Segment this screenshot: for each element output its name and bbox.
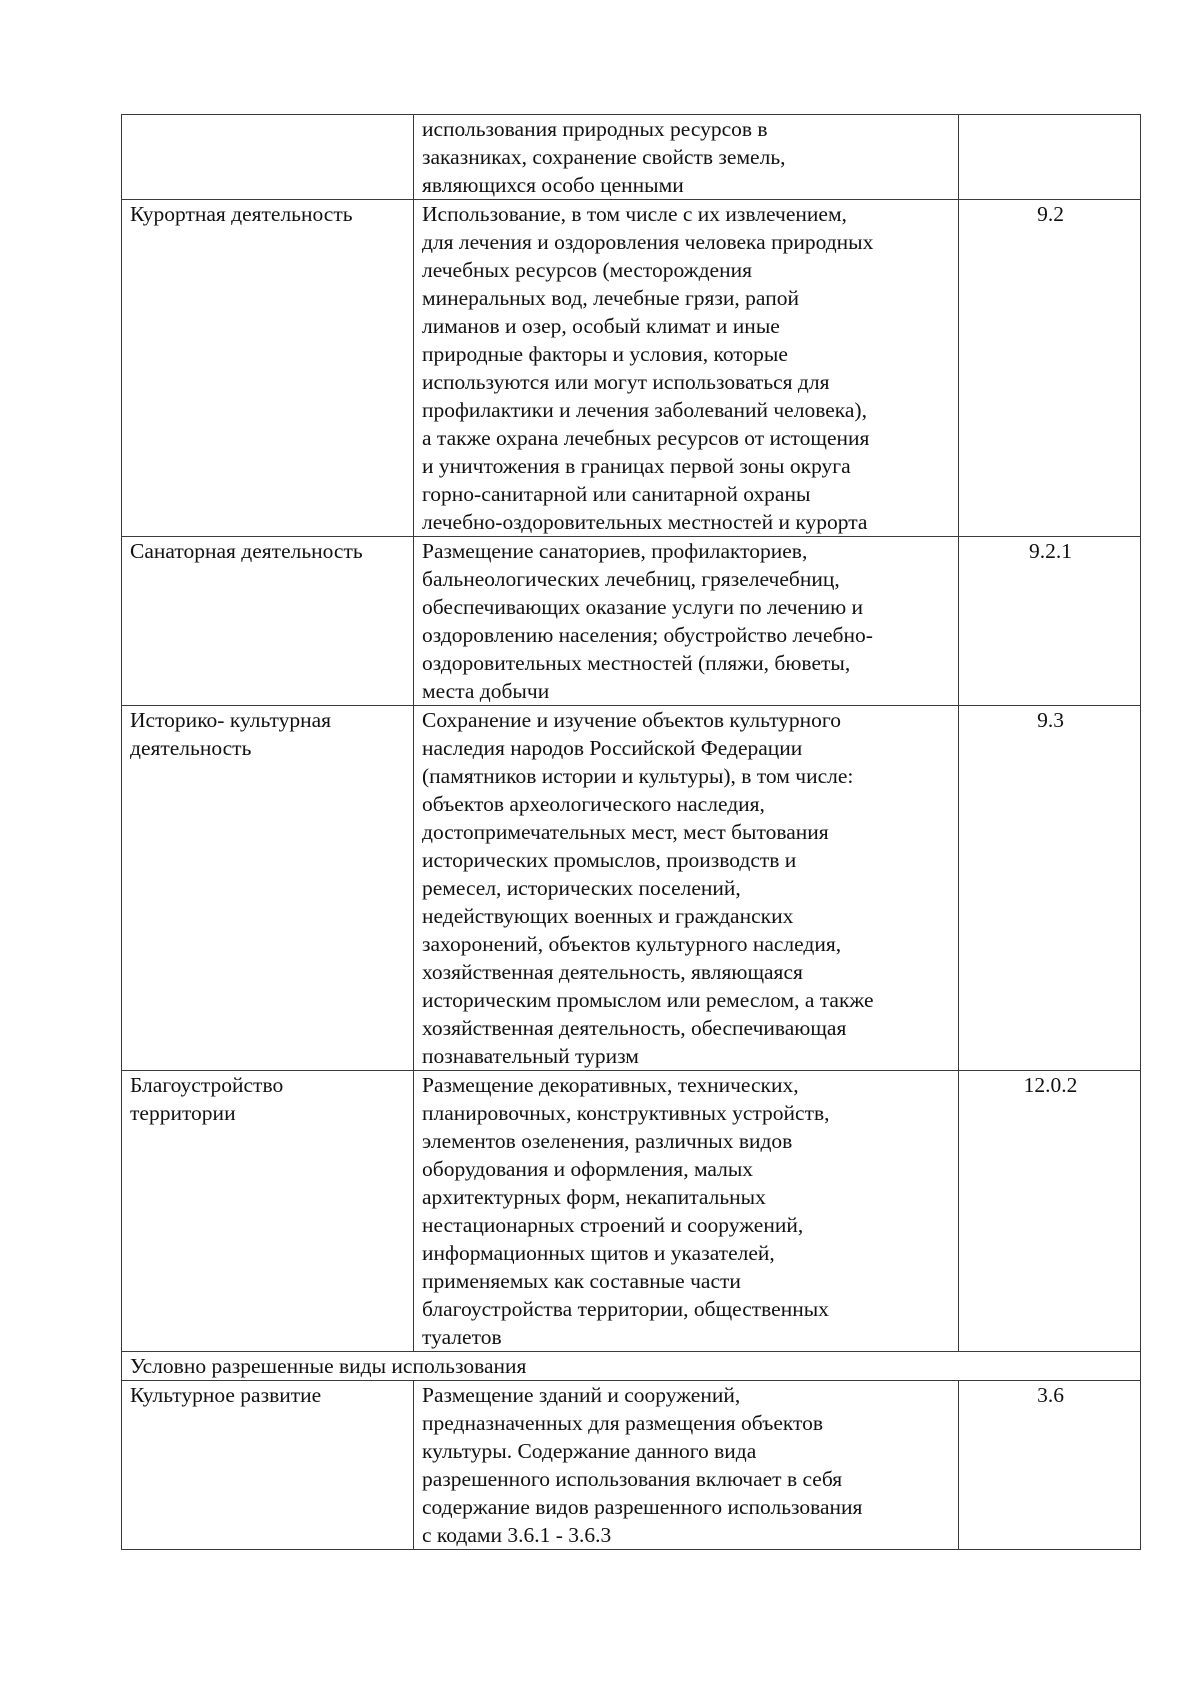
section-header: Условно разрешенные виды использования: [122, 1352, 1141, 1381]
use-description-cell: использования природных ресурсов в заказниках, сохранение свойств земель, являющихся особо ценными: [414, 115, 959, 200]
table-row: [122, 1381, 1141, 1550]
table-row: [122, 200, 1141, 537]
use-code-cell: 9.2: [959, 200, 1141, 537]
use-code-cell: 9.3: [959, 706, 1141, 1071]
use-code-cell: 9.2.1: [959, 537, 1141, 706]
use-description-cell: Использование, в том числе с их извлечением, для лечения и оздоровления человека природных лечебных ресурсов (месторождения минеральных вод, лечебные грязи, рапой лиманов и озер, особый климат и иные природные факторы и условия, которые используются или могут использоваться для профилактики и лечения заболеваний человека), а также охрана лечебных ресурсов от истощения и уничтожения в границах первой зоны округа горно-санитарной или санитарной охраны лечебно-оздоровительных местностей и курорта: [414, 200, 959, 537]
use-description-cell: Размещение декоративных, технических, планировочных, конструктивных устройств, элементов озеленения, различных видов оборудования и оформления, малых архитектурных форм, некапитальных нестационарных строений и сооружений, информационных щитов и указателей, применяемых как составные части благоустройства территории, общественных туалетов: [414, 1071, 959, 1352]
use-code-cell: [959, 115, 1141, 200]
land-use-table: [121, 114, 1141, 1550]
use-name-cell: Санаторная деятельность: [122, 537, 414, 706]
table-row: [122, 1071, 1141, 1352]
use-name-cell: Культурное развитие: [122, 1381, 414, 1550]
use-code-cell: 3.6: [959, 1381, 1141, 1550]
use-description-cell: Сохранение и изучение объектов культурного наследия народов Российской Федерации (памятников истории и культуры), в том числе: объектов археологического наследия, достопримечательных мест, мест бытования исторических промыслов, производств и ремесел, исторических поселений, недействующих военных и гражданских захоронений, объектов культурного наследия, хозяйственная деятельность, являющаяся историческим промыслом или ремеслом, а также хозяйственная деятельность, обеспечивающая познавательный туризм: [414, 706, 959, 1071]
use-description-cell: Размещение санаториев, профилакториев, бальнеологических лечебниц, грязелечебниц, обеспечивающих оказание услуги по лечению и оздоровлению населения; обустройство лечебно- оздоровительных местностей (пляжи, бюветы, места добычи: [414, 537, 959, 706]
use-description-cell: Размещение зданий и сооружений, предназначенных для размещения объектов культуры. Содержание данного вида разрешенного использования включает в себя содержание видов разрешенного использования с кодами 3.6.1 - 3.6.3: [414, 1381, 959, 1550]
section-header-row: [122, 1352, 1141, 1381]
use-name-cell: Благоустройство территории: [122, 1071, 414, 1352]
use-name-cell: Историко- культурная деятельность: [122, 706, 414, 1071]
use-name-cell: Курортная деятельность: [122, 200, 414, 537]
use-code-cell: 12.0.2: [959, 1071, 1141, 1352]
table-row: [122, 537, 1141, 706]
table-row: [122, 115, 1141, 200]
table-row: [122, 706, 1141, 1071]
use-name-cell: [122, 115, 414, 200]
